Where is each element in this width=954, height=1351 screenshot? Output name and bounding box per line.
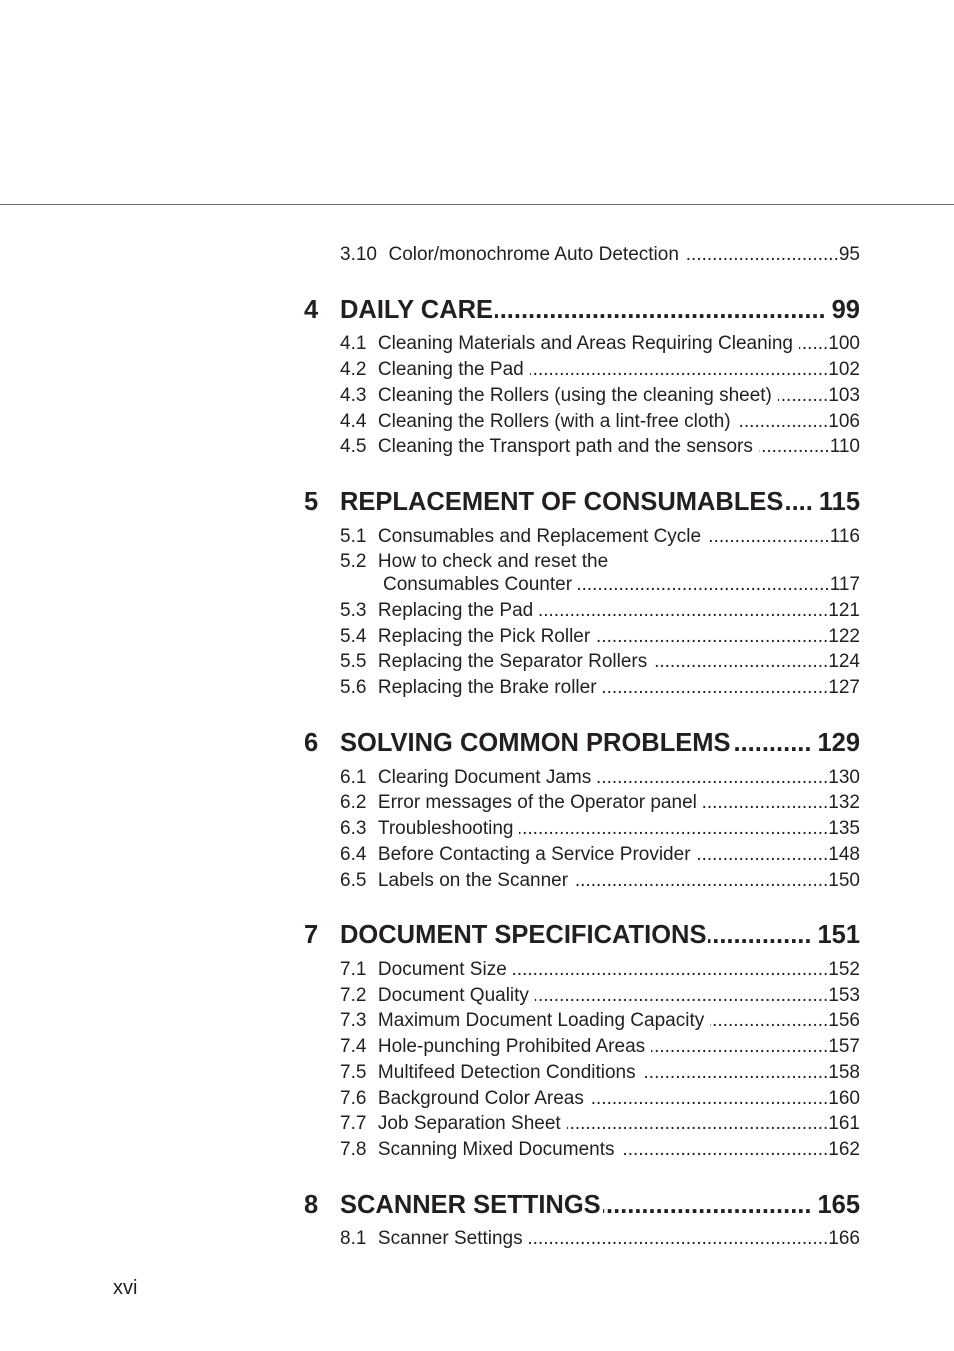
section-number: 8.1 xyxy=(340,1228,367,1250)
dot-leader xyxy=(539,598,828,624)
toc-entry xyxy=(340,357,860,383)
chapter-heading xyxy=(304,487,860,517)
chapter-number: 5 xyxy=(304,488,319,517)
section-title: Replacing the Brake roller xyxy=(377,677,597,699)
section-number: 4.3 xyxy=(340,384,367,406)
toc-entry xyxy=(340,1086,860,1112)
page-ref: 153 xyxy=(828,984,860,1006)
section-title: Job Separation Sheet xyxy=(377,1113,561,1135)
section-title: Color/monochrome Auto Detection xyxy=(388,244,679,265)
toc-entry xyxy=(340,1226,860,1252)
page-ref: 124 xyxy=(828,651,860,673)
chapter-number: 6 xyxy=(304,728,319,757)
toc-entry xyxy=(340,649,860,675)
dot-leader xyxy=(590,1086,828,1112)
dot-leader xyxy=(642,1060,829,1086)
toc-entry xyxy=(340,409,860,435)
chapter-number: 4 xyxy=(304,295,319,324)
section-number: 7.7 xyxy=(340,1113,367,1135)
section-title: How to check and reset the xyxy=(377,551,609,573)
page-ref: 157 xyxy=(828,1036,860,1058)
toc-entry xyxy=(340,1034,860,1060)
page-ref: 165 xyxy=(817,1190,860,1219)
page-ref: 115 xyxy=(818,488,860,517)
toc-entry xyxy=(340,524,860,550)
toc-entry xyxy=(340,1111,860,1137)
toc-entry xyxy=(340,1008,860,1034)
page-ref: 121 xyxy=(828,599,860,621)
dot-leader xyxy=(530,357,829,383)
dot-leader xyxy=(603,1190,812,1220)
section-title: Consumables and Replacement Cycle xyxy=(377,525,702,547)
dot-leader xyxy=(621,1137,829,1163)
dot-leader xyxy=(535,983,828,1009)
section-number: 5.1 xyxy=(340,525,367,547)
dot-leader xyxy=(785,487,812,517)
section-title: Background Color Areas xyxy=(377,1087,584,1109)
page-ref: 95 xyxy=(838,244,860,265)
toc-entry xyxy=(340,1060,860,1086)
chapter-title: SOLVING COMMON PROBLEMS xyxy=(340,728,731,757)
section-title: Cleaning the Rollers (with a lint-free cloth) xyxy=(377,410,731,432)
dot-leader xyxy=(513,957,829,983)
dot-leader xyxy=(707,524,830,550)
section-title: Document Quality xyxy=(377,984,529,1006)
page-ref: 130 xyxy=(828,766,860,788)
dot-leader xyxy=(567,1111,829,1137)
page-ref: 150 xyxy=(828,869,860,891)
dot-leader xyxy=(799,331,828,357)
dot-leader xyxy=(596,624,828,650)
section-title: Document Size xyxy=(377,958,507,980)
dot-leader xyxy=(597,765,828,791)
page-ref: 148 xyxy=(828,843,860,865)
section-number: 7.8 xyxy=(340,1139,367,1161)
toc-entry xyxy=(340,842,860,868)
section-title: Cleaning the Transport path and the sensors xyxy=(377,436,753,458)
chapter-title: SCANNER SETTINGS xyxy=(340,1190,601,1219)
section-number: 7.2 xyxy=(340,984,367,1006)
chapter-title: DOCUMENT SPECIFICATIONS xyxy=(340,921,707,950)
page-ref: 166 xyxy=(828,1228,860,1250)
section-number: 5.2 xyxy=(340,551,367,573)
section-number: 7.4 xyxy=(340,1036,367,1058)
page-ref: 158 xyxy=(828,1061,860,1083)
section-number: 4.2 xyxy=(340,359,367,381)
chapter-title: REPLACEMENT OF CONSUMABLES xyxy=(340,488,784,517)
section-title: Error messages of the Operator panel xyxy=(377,792,697,814)
page-ref: 129 xyxy=(817,728,860,757)
section-number: 4.5 xyxy=(340,436,367,458)
section-title: Maximum Document Loading Capacity xyxy=(377,1010,705,1032)
chapter-number: 7 xyxy=(304,921,319,950)
section-number: 6.2 xyxy=(340,792,367,814)
section-number: 7.5 xyxy=(340,1061,367,1083)
page-ref: 102 xyxy=(828,359,860,381)
toc-entry xyxy=(340,816,860,842)
page-number: xvi xyxy=(113,1277,138,1299)
toc-entry xyxy=(340,790,860,816)
section-title: Before Contacting a Service Provider xyxy=(377,843,691,865)
page-ref: 156 xyxy=(828,1010,860,1032)
section-title: Labels on the Scanner xyxy=(377,869,569,891)
section-number: 4.4 xyxy=(340,410,367,432)
page-ref: 151 xyxy=(817,921,860,950)
section-number: 5.5 xyxy=(340,651,367,673)
section-number: 6.3 xyxy=(340,818,367,840)
page-ref: 100 xyxy=(828,333,860,355)
section-title: Hole-punching Prohibited Areas xyxy=(377,1036,646,1058)
page-ref: 127 xyxy=(828,677,860,699)
dot-leader xyxy=(759,434,830,460)
toc-entry xyxy=(340,957,860,983)
section-title: Clearing Document Jams xyxy=(377,766,592,788)
section-number: 4.1 xyxy=(340,333,367,355)
dot-leader xyxy=(778,383,828,409)
chapter-heading xyxy=(304,920,860,950)
page-ref: 117 xyxy=(829,574,860,596)
toc-entry xyxy=(340,868,860,894)
section-title: Multifeed Detection Conditions xyxy=(377,1061,636,1083)
toc-entry xyxy=(340,983,860,1009)
dot-leader xyxy=(578,572,830,598)
dot-leader xyxy=(710,1008,828,1034)
dot-leader xyxy=(495,295,826,325)
toc-entry-continuation xyxy=(340,572,860,598)
chapter-number: 8 xyxy=(304,1190,319,1219)
page-ref: 160 xyxy=(828,1087,860,1109)
section-number: 7.1 xyxy=(340,958,367,980)
dot-leader xyxy=(653,649,828,675)
section-title: Cleaning the Pad xyxy=(377,359,524,381)
toc-entry xyxy=(340,765,860,791)
section-title: Cleaning Materials and Areas Requiring Cleaning xyxy=(377,333,793,355)
dot-leader xyxy=(733,728,812,758)
chapter-heading xyxy=(304,295,860,325)
toc-entry xyxy=(340,675,860,701)
page-ref: 135 xyxy=(828,818,860,840)
header-rule xyxy=(0,204,954,205)
section-number: 3.10 xyxy=(340,244,377,265)
section-number: 7.3 xyxy=(340,1010,367,1032)
page-ref: 152 xyxy=(828,958,860,980)
chapter-heading xyxy=(304,1190,860,1220)
section-number: 6.1 xyxy=(340,766,367,788)
chapter-heading xyxy=(304,728,860,758)
section-number: 6.4 xyxy=(340,843,367,865)
page-ref: 110 xyxy=(829,436,860,458)
toc-entry xyxy=(340,383,860,409)
section-title: Troubleshooting xyxy=(377,818,514,840)
chapter-title: DAILY CARE xyxy=(340,295,494,324)
page-ref: 132 xyxy=(828,792,860,814)
dot-leader xyxy=(529,1226,829,1252)
table-of-contents xyxy=(304,242,860,1252)
page-ref: 106 xyxy=(828,410,860,432)
dot-leader xyxy=(574,868,828,894)
section-title: Replacing the Pick Roller xyxy=(377,625,591,647)
dot-leader xyxy=(697,842,829,868)
toc-entry xyxy=(340,331,860,357)
dot-leader xyxy=(703,790,828,816)
section-number: 5.4 xyxy=(340,625,367,647)
page-ref: 103 xyxy=(828,384,860,406)
page-ref: 99 xyxy=(831,295,860,324)
dot-leader xyxy=(737,409,829,435)
section-number: 6.5 xyxy=(340,869,367,891)
section-number: 5.6 xyxy=(340,677,367,699)
section-title: Replacing the Pad xyxy=(377,599,534,621)
page-ref: 116 xyxy=(829,525,860,547)
section-title: Scanning Mixed Documents xyxy=(377,1139,615,1161)
page-ref: 122 xyxy=(828,625,860,647)
section-title-continued: Consumables Counter xyxy=(383,574,573,596)
dot-leader xyxy=(603,675,829,701)
dot-leader xyxy=(685,242,839,268)
section-title: Replacing the Separator Rollers xyxy=(377,651,648,673)
section-title: Cleaning the Rollers (using the cleaning sheet) xyxy=(377,384,772,406)
toc-entry xyxy=(340,1137,860,1163)
section-title: Scanner Settings xyxy=(377,1228,523,1250)
page-ref: 162 xyxy=(828,1139,860,1161)
dot-leader xyxy=(708,920,811,950)
dot-leader xyxy=(519,816,828,842)
toc-entry xyxy=(340,242,860,268)
page-ref: 161 xyxy=(828,1113,860,1135)
toc-entry xyxy=(340,598,860,624)
toc-entry xyxy=(340,434,860,460)
toc-entry xyxy=(340,624,860,650)
dot-leader xyxy=(651,1034,828,1060)
section-number: 5.3 xyxy=(340,599,367,621)
section-number: 7.6 xyxy=(340,1087,367,1109)
